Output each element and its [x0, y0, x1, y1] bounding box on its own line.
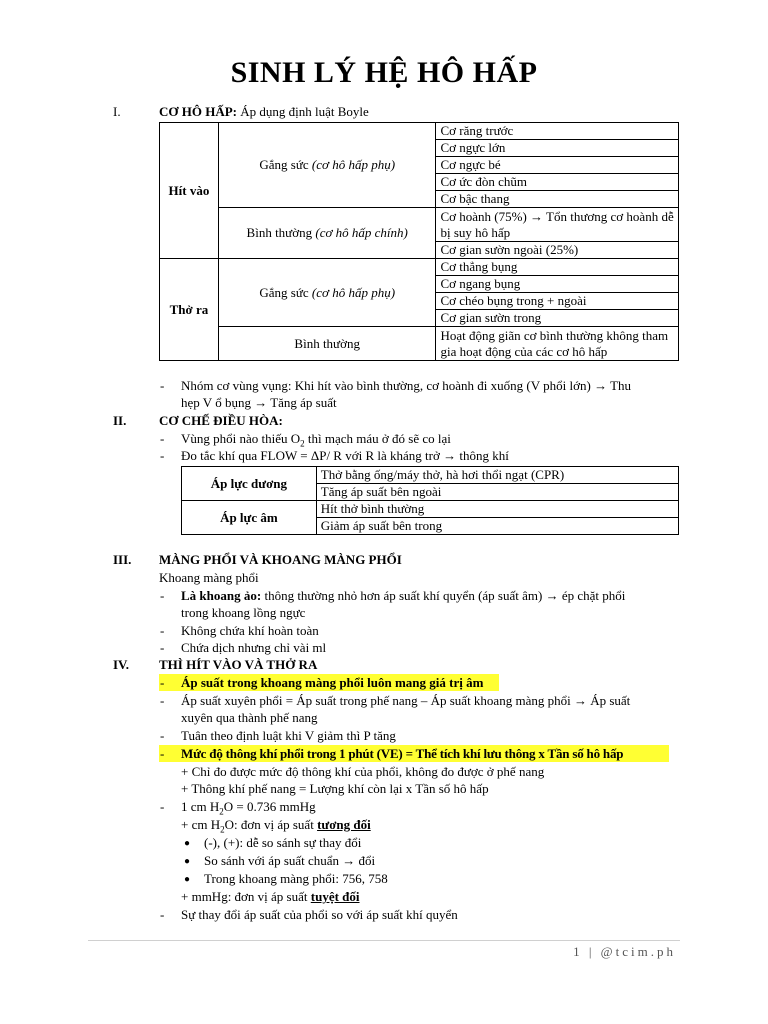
list-dash: -: [160, 378, 165, 393]
s4-line-5c-b: O: đơn vị áp suất: [224, 817, 318, 832]
s4-line-2: Áp suất xuyên phổi = Áp suất trong phế nang – Áp suất khoang màng phổi → Áp suất: [181, 693, 631, 708]
s3-line-3: Chứa dịch nhưng chỉ vài ml: [181, 640, 327, 655]
s3-line-1-bold: Là khoang ảo:: [181, 588, 262, 603]
s2-line-2: Đo tắc khí qua FLOW = ΔP/ R với R là kháng trở → thông khí: [181, 448, 509, 463]
bullet-item: So sánh với áp suất chuẩn → đổi: [204, 853, 376, 868]
s4-line-5c-underline: tương đối: [317, 817, 371, 832]
s4-line-5-sub: 2: [219, 806, 224, 817]
list-dash: -: [160, 623, 165, 638]
s4-line-5d: [181, 889, 360, 905]
s4-line-1: Áp suất trong khoang màng phổi luôn mang giá trị âm: [181, 675, 484, 690]
page-footer: 1 | @tcim.ph: [573, 944, 676, 959]
section-2-heading: CƠ CHẾ ĐIỀU HÒA:: [159, 413, 283, 428]
s4-line-4a: + Chỉ đo được mức độ thông khí của phổi, không đo được ở phế nang: [181, 764, 545, 779]
hv-gang-suc-cell: [218, 123, 436, 208]
muscle-table: [159, 122, 679, 361]
muscle-item: Cơ ngực lớn: [436, 140, 679, 157]
section-4-heading: THÌ HÍT VÀO VÀ THỞ RA: [159, 657, 318, 672]
hv-binh-thuong-cell: [218, 208, 436, 259]
s3-subheading: Khoang màng phổi: [159, 570, 259, 585]
section-1-number: I.: [113, 104, 121, 119]
s4-line-4: Mức độ thông khí phổi trong 1 phút (VE) = Thể tích khí lưu thông x Tần số hô hấp: [181, 746, 624, 761]
s3-line-1-cont: trong khoang lồng ngực: [181, 605, 306, 620]
list-dash: -: [160, 675, 165, 690]
s2-line-1-sub: 2: [300, 438, 305, 449]
bullet-dot: ●: [184, 838, 191, 849]
bullet-item: Trong khoang màng phổi: 756, 758: [204, 871, 388, 886]
tho-ra-cell: Thở ra: [160, 259, 219, 361]
list-dash: -: [160, 799, 165, 814]
s4-line-5b: O = 0.736 mmHg: [223, 799, 316, 814]
muscle-item: Cơ gian sườn ngoài (25%): [436, 242, 679, 259]
hv-gang-suc-label: Gắng sức: [259, 157, 312, 172]
section-3-heading: MÀNG PHỔI VÀ KHOANG MÀNG PHỔI: [159, 552, 402, 567]
muscle-item: Cơ ngang bụng: [436, 276, 679, 293]
list-dash: -: [160, 640, 165, 655]
hv-binh-thuong-italic: (cơ hô hấp chính): [315, 225, 408, 240]
list-dash: -: [160, 728, 165, 743]
tr-gang-suc-italic: (cơ hô hấp phụ): [311, 284, 396, 300]
s4-line-5a: 1 cm H: [181, 799, 220, 814]
s4-line-5d-text: + mmHg: đơn vị áp suất: [181, 889, 311, 904]
muscle-item: Cơ bậc thang: [436, 191, 679, 208]
page-title: SINH LÝ HỆ HÔ HẤP: [230, 56, 538, 89]
ap-luc-am-cell: Áp lực âm: [182, 501, 317, 535]
s4-line-3: Tuân theo định luật khi V giảm thì P tăng: [181, 728, 396, 743]
s2-line-1a: Vùng phổi nào thiếu O: [181, 431, 301, 446]
muscle-item: Cơ chéo bụng trong + ngoài: [436, 293, 679, 310]
pressure-item: Hít thở bình thường: [316, 501, 678, 518]
list-dash: -: [160, 448, 165, 463]
s4-line-5c-sub: 2: [220, 824, 225, 835]
section-2-number: II.: [113, 413, 127, 428]
section-4-number: IV.: [113, 657, 130, 672]
footer-divider: [88, 940, 680, 941]
muscle-item: Hoạt động giãn cơ bình thường không tham gia hoạt động của các cơ hô hấp: [436, 327, 679, 361]
bullet-item: (-), (+): dễ so sánh sự thay đổi: [204, 835, 362, 850]
muscle-item: Cơ ngực bé: [436, 157, 679, 174]
s4-line-5d-underline: tuyệt đối: [310, 889, 360, 904]
muscle-item: Cơ hoành (75%) → Tổn thương cơ hoành dễ bị suy hô hấp: [436, 208, 679, 242]
list-dash: -: [160, 693, 165, 708]
muscle-item: Cơ gian sườn trong: [436, 310, 679, 327]
list-dash: -: [160, 588, 165, 603]
tr-binh-thuong-cell: Bình thường: [218, 327, 436, 361]
hv-gang-suc-italic: (cơ hô hấp phụ): [311, 157, 396, 172]
hv-binh-thuong-label: Bình thường: [246, 225, 316, 240]
s3-line-1-rest: thông thường nhỏ hơn áp suất khí quyển (áp suất âm) → ép chặt phổi: [261, 588, 626, 603]
hit-vao-cell: Hít vào: [160, 123, 219, 259]
pressure-item: Giảm áp suất bên trong: [316, 518, 678, 535]
note-line-2: hẹp V ổ bụng → Tăng áp suất: [181, 395, 337, 410]
muscle-item: Cơ ức đòn chũm: [436, 174, 679, 191]
tr-gang-suc-label: Gắng sức: [259, 284, 312, 300]
list-dash: -: [160, 746, 165, 761]
s3-line-2: Không chứa khí hoàn toàn: [181, 623, 319, 638]
section-1-heading: [159, 104, 369, 120]
s3-line-1: [181, 588, 625, 604]
bullet-dot: ●: [184, 856, 191, 867]
list-dash: -: [160, 907, 165, 922]
section-3-number: III.: [113, 552, 132, 567]
s2-line-1b: thì mạch máu ở đó sẽ co lại: [304, 431, 451, 446]
tr-gang-suc-cell: [218, 259, 436, 327]
section-1-heading-rest: Áp dụng định luật Boyle: [237, 104, 369, 119]
muscle-item: Cơ thẳng bụng: [436, 259, 679, 276]
s4-line-4b: + Thông khí phế nang = Lượng khí còn lại x Tần số hô hấp: [181, 781, 489, 796]
list-dash: -: [160, 431, 165, 446]
pressure-item: Tăng áp suất bên ngoài: [316, 484, 678, 501]
muscle-item: Cơ răng trước: [436, 123, 679, 140]
note-line-1: Nhóm cơ vùng vụng: Khi hít vào bình thường, cơ hoành đi xuống (V phổi lớn) → Thu: [181, 378, 632, 393]
pressure-table: [181, 466, 679, 535]
section-1-heading-bold: CƠ HÔ HẤP:: [159, 104, 237, 119]
pressure-item: Thở bằng ống/máy thở, hà hơi thổi ngạt (CPR): [316, 467, 678, 484]
bullet-dot: ●: [184, 874, 191, 885]
s4-line-2-cont: xuyên qua thành phế nang: [181, 710, 318, 725]
s4-line-5c-a: + cm H: [181, 817, 221, 832]
ap-luc-duong-cell: Áp lực dương: [182, 467, 317, 501]
s4-line-6: Sự thay đổi áp suất của phổi so với áp suất khí quyển: [181, 907, 458, 922]
